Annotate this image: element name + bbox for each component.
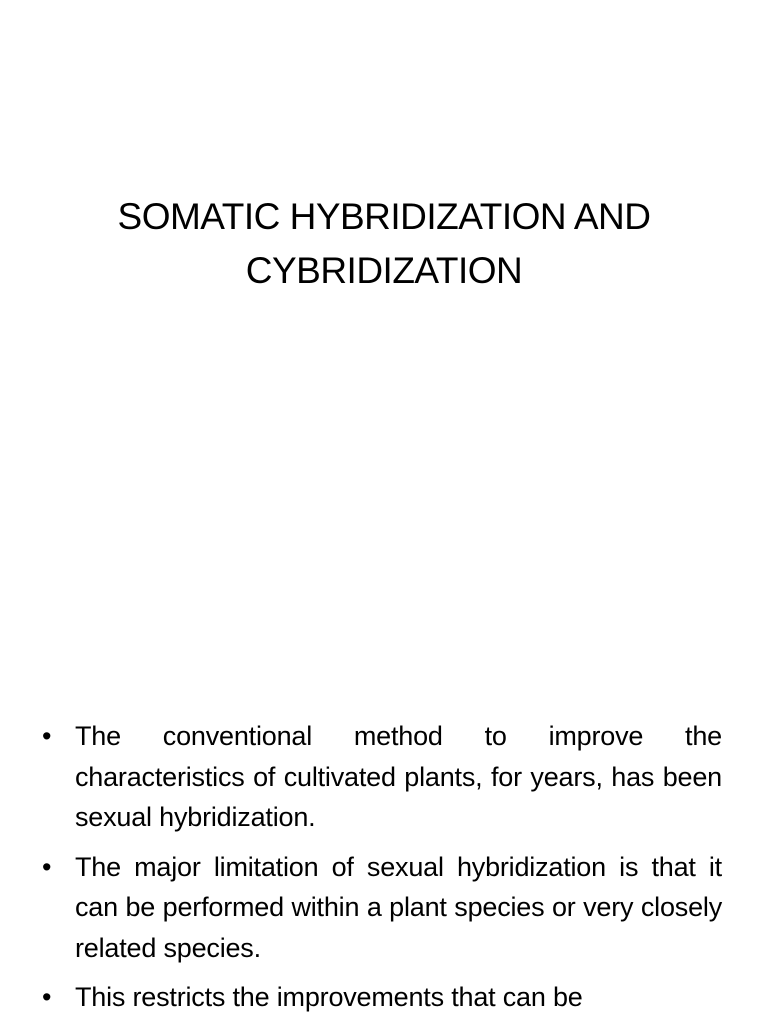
- slide-title: [60, 190, 708, 298]
- title-line-1: SOMATIC HYBRIDIZATION AND: [117, 196, 651, 237]
- bullet-text: The conventional method to improve the characteristics of cultivated plants, for years, has been sexual hybridization.: [75, 721, 722, 832]
- content-slide: [0, 690, 768, 1024]
- bullet-icon: •: [42, 982, 52, 1012]
- bullet-item: [40, 716, 722, 838]
- bullet-icon: •: [42, 721, 52, 751]
- title-line-2: CYBRIDIZATION: [245, 250, 523, 291]
- bullet-list: [40, 716, 722, 1024]
- bullet-item: [40, 977, 722, 1018]
- bullet-text: This restricts the improvements that can be: [75, 982, 583, 1012]
- bullet-item: [40, 847, 722, 969]
- bullet-icon: •: [42, 851, 52, 882]
- bullet-text: The major limitation of sexual hybridization is that it can be performed within a plant species or very closely related species.: [75, 851, 722, 963]
